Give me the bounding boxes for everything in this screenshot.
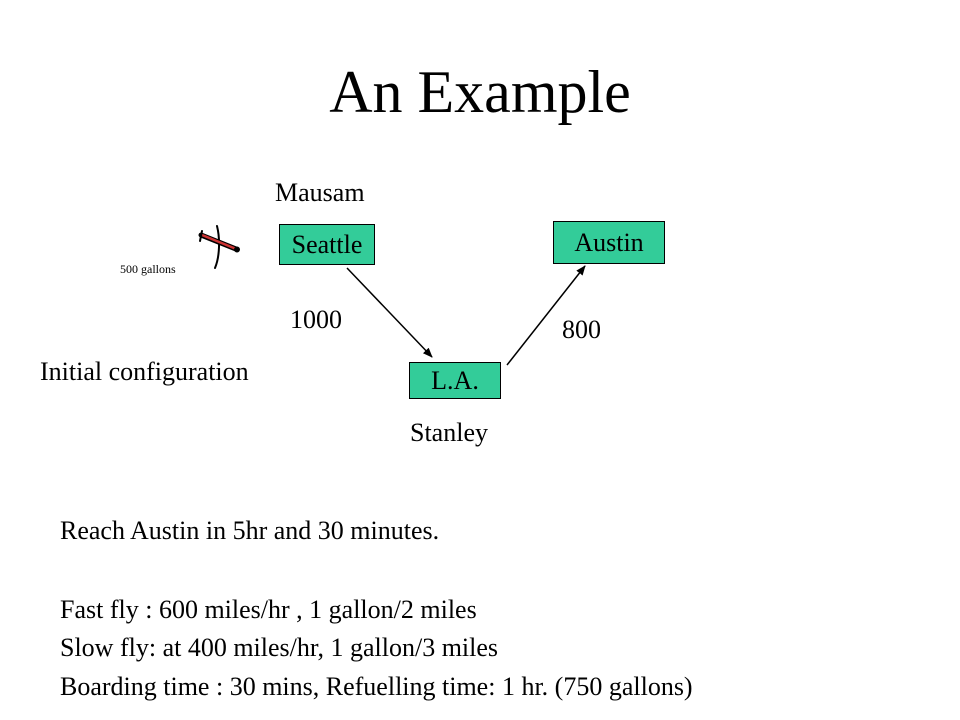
person-label-mausam: Mausam [275,178,365,207]
person-label-stanley: Stanley [410,418,488,447]
city-label-la: L.A. [431,365,479,395]
fuel-label: 500 gallons [120,262,176,276]
fast-fly-text: Fast fly : 600 miles/hr , 1 gallon/2 miles [60,595,477,624]
city-node-la [409,362,501,399]
city-label-seattle: Seattle [291,229,363,259]
airplane-icon [196,222,242,272]
slide-title: An Example [329,59,631,125]
configuration-caption: Initial configuration [40,357,249,386]
city-label-austin: Austin [574,227,644,257]
times-text: Boarding time : 30 mins, Refuelling time: 1 hr. (750 gallons) [60,672,693,701]
edge-weight-la-austin: 800 [562,315,601,344]
city-node-seattle [279,224,375,265]
edge-seattle-la [347,268,432,357]
goal-text: Reach Austin in 5hr and 30 minutes. [60,516,440,545]
slow-fly-text: Slow fly: at 400 miles/hr, 1 gallon/3 miles [60,633,499,662]
city-node-austin [553,221,665,264]
edge-weight-seattle-la: 1000 [290,305,342,334]
